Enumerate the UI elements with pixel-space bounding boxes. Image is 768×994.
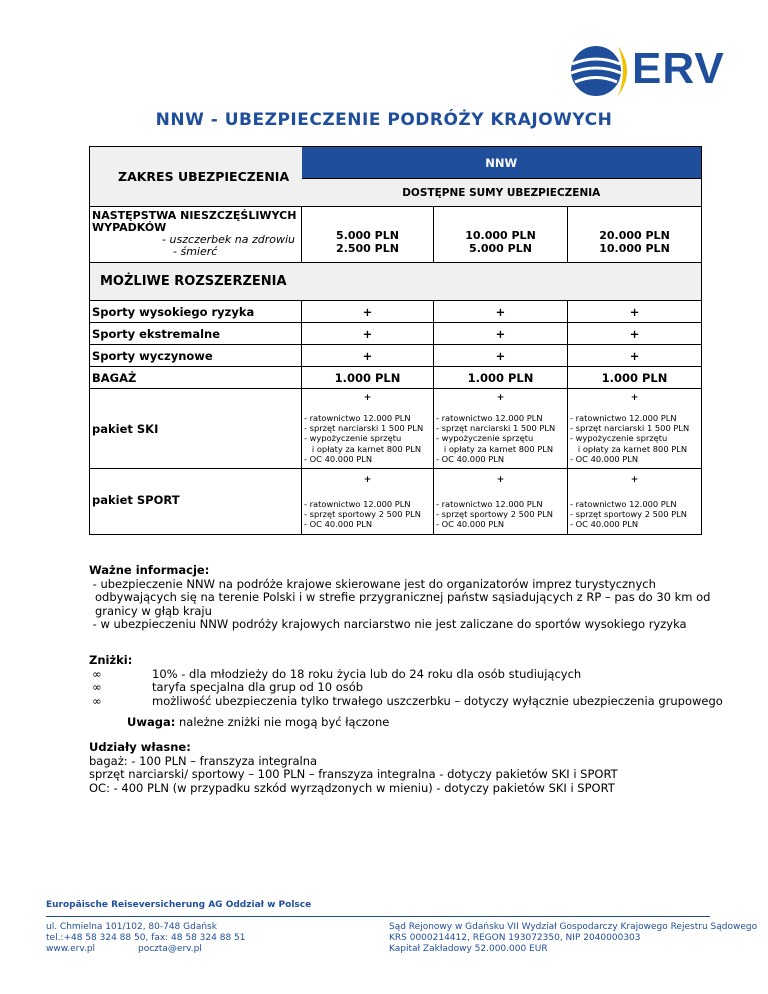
ski-line: - sprzęt narciarski 1 500 PLN: [570, 423, 690, 434]
discount-note: [89, 716, 729, 730]
ski-line: - OC 40.000 PLN: [304, 453, 373, 464]
row-value: +: [568, 301, 702, 323]
infinity-bullet-icon: ∞: [92, 680, 102, 694]
sport-plus: +: [363, 475, 372, 485]
row-value: +: [302, 345, 434, 367]
row-value: 1.000 PLN: [302, 367, 434, 389]
deductible-line: OC: - 400 PLN (w przypadku szkód wyrządzonych w mieniu) - dotyczy pakietów SKI i SPORT: [89, 780, 615, 795]
ski-line: - wypożyczenie sprzętu: [304, 433, 402, 444]
row-label: Sporty wyczynowe: [90, 345, 302, 367]
discounts-title: Zniżki:: [89, 653, 133, 667]
ski-line: - ratownictwo 12.000 PLN: [304, 413, 411, 423]
discount-item: [89, 681, 729, 695]
row-value: 1.000 PLN: [568, 367, 702, 389]
footer-capital: Kapitał Zakładowy 52.000.000 EUR: [389, 944, 548, 954]
sport-line: - OC 40.000 PLN: [304, 519, 373, 530]
accident-value: 10.000 PLN: [465, 228, 536, 242]
discount-item: [89, 668, 729, 682]
accident-label: NASTĘPSTWA NIESZCZĘŚLIWYCH WYPADKÓW: [92, 209, 297, 234]
sums-header: DOSTĘPNE SUMY UBEZPIECZENIA: [302, 179, 702, 207]
sport-col-3: [568, 469, 702, 535]
accident-col-1: [302, 207, 434, 263]
ski-col-1: [302, 389, 434, 469]
accident-value: 5.000 PLN: [336, 228, 399, 242]
sport-line: - OC 40.000 PLN: [436, 519, 505, 530]
footer-email-link[interactable]: poczta@erv.pl: [138, 944, 202, 954]
important-line: granicy w głąb kraju: [95, 603, 212, 618]
extensions-header-cell: [90, 263, 702, 301]
ski-line: - sprzęt narciarski 1 500 PLN: [436, 423, 556, 434]
accident-col-2: [434, 207, 568, 263]
footer-company: Europäische Reiseversicherung AG Oddział w Polsce: [46, 900, 312, 910]
ski-line: i opłaty za karnet 800 PLN: [570, 443, 688, 454]
accident-value: 2.500 PLN: [336, 241, 399, 255]
row-value: 1.000 PLN: [434, 367, 568, 389]
row-value: +: [568, 345, 702, 367]
infinity-bullet-icon: ∞: [92, 666, 102, 681]
ski-plus: +: [630, 393, 639, 403]
sport-label: pakiet SPORT: [90, 469, 302, 535]
ski-plus: +: [496, 393, 505, 403]
ski-col-3: [568, 389, 702, 469]
sport-line: - sprzęt sportowy 2 500 PLN: [304, 509, 421, 520]
important-line: odbywających się na terenie Polski i w strefie przygranicznej państw sąsiadujących z RP – pas do 30 km od: [95, 590, 711, 604]
ski-line: - wypożyczenie sprzętu: [570, 433, 668, 444]
footer-left: [46, 922, 246, 955]
deductible-line: sprzęt narciarski/ sportowy – 100 PLN – franszyza integralna - dotyczy pakietów SKI i SPORT: [89, 767, 618, 781]
row-value: +: [434, 323, 568, 345]
deductible-line: bagaż: - 100 PLN – franszyza integralna: [89, 753, 318, 768]
ski-col-2: [434, 389, 568, 469]
row-value: +: [302, 323, 434, 345]
sport-col-1: [302, 469, 434, 535]
accident-sub-death: - śmierć: [173, 245, 218, 258]
nnw-header: NNW: [302, 147, 702, 179]
important-section: [89, 564, 729, 632]
coverage-table: [89, 146, 702, 535]
ski-line: - sprzęt narciarski 1 500 PLN: [304, 423, 424, 434]
ski-line: - OC 40.000 PLN: [570, 453, 639, 464]
page-title: NNW - UBEZPIECZENIE PODRÓŻY KRAJOWYCH: [155, 110, 613, 130]
discounts-section: [89, 654, 729, 730]
sport-line: - ratownictwo 12.000 PLN: [304, 499, 411, 509]
discount-item: [89, 695, 729, 709]
scope-header-cell: [90, 147, 302, 207]
ski-line: - wypożyczenie sprzętu: [436, 433, 534, 444]
footer-right: [389, 922, 757, 955]
sport-plus: +: [496, 475, 505, 485]
accident-value: 10.000 PLN: [599, 241, 670, 255]
important-line: - w ubezpieczeniu NNW podróży krajowych narciarstwo nie jest zaliczane do sportów wysokiego ryzyka: [89, 617, 687, 631]
sport-line: - sprzęt sportowy 2 500 PLN: [436, 509, 553, 520]
ski-label: pakiet SKI: [90, 389, 302, 469]
row-value: +: [434, 301, 568, 323]
deductibles-title: Udziały własne:: [89, 740, 191, 754]
ski-line: - ratownictwo 12.000 PLN: [436, 413, 543, 423]
footer-address: ul. Chmielna 101/102, 80-748 Gdańsk: [46, 922, 217, 932]
footer-web-link[interactable]: www.erv.pl: [46, 944, 96, 954]
sport-line: - ratownictwo 12.000 PLN: [570, 499, 677, 509]
sport-plus: +: [630, 475, 639, 485]
footer-phone: tel.:+48 58 324 88 50, fax: 48 58 324 88 51: [46, 933, 246, 943]
row-value: +: [568, 323, 702, 345]
accident-label-cell: [90, 207, 302, 263]
footer-krs: KRS 0000214412, REGON 193072350, NIP 2040000303: [389, 933, 641, 943]
sport-line: - OC 40.000 PLN: [570, 519, 639, 530]
accident-value: 5.000 PLN: [469, 241, 532, 255]
logo-text: ERV: [632, 44, 725, 93]
important-line: - ubezpieczenie NNW na podróże krajowe skierowane jest do organizatorów imprez turystycznych: [89, 576, 656, 591]
accident-col-3: [568, 207, 702, 263]
infinity-bullet-icon: ∞: [92, 693, 102, 708]
note-text: należne zniżki nie mogą być łączone: [178, 715, 390, 729]
sport-line: - ratownictwo 12.000 PLN: [436, 499, 543, 509]
extensions-header: MOŻLIWE ROZSZERZENIA: [100, 274, 287, 289]
scope-header: ZAKRES UBEZPIECZENIA: [118, 169, 290, 184]
footer-divider: [46, 916, 710, 917]
ski-line: - OC 40.000 PLN: [436, 453, 505, 464]
ski-line: i opłaty za karnet 800 PLN: [304, 443, 422, 454]
accident-value: 20.000 PLN: [599, 228, 670, 242]
row-label: Sporty ekstremalne: [90, 323, 302, 345]
footer-court: Sąd Rejonowy w Gdańsku VII Wydział Gospodarczy Krajowego Rejestru Sądowego: [389, 922, 758, 932]
sport-col-2: [434, 469, 568, 535]
accident-sub-health: - uszczerbek na zdrowiu: [162, 233, 295, 246]
row-label: BAGAŻ: [90, 367, 302, 389]
deductibles-section: [89, 741, 739, 795]
ski-line: - ratownictwo 12.000 PLN: [570, 413, 677, 423]
row-label: Sporty wysokiego ryzyka: [90, 301, 302, 323]
discount-text: taryfa specjalna dla grup od 10 osób: [152, 680, 364, 694]
sport-line: - sprzęt sportowy 2 500 PLN: [570, 509, 687, 520]
discount-text: 10% - dla młodzieży do 18 roku życia lub do 24 roku dla osób studiujących: [152, 666, 582, 681]
globe-icon: [571, 46, 627, 96]
ski-plus: +: [363, 393, 372, 403]
ski-line: i opłaty za karnet 800 PLN: [436, 443, 554, 454]
important-title: Ważne informacje:: [89, 563, 210, 577]
row-value: +: [434, 345, 568, 367]
discount-text: możliwość ubezpieczenia tylko trwałego uszczerbku – dotyczy wyłącznie ubezpieczenia grupowego: [152, 693, 723, 708]
note-label: Uwaga:: [127, 715, 176, 729]
row-value: +: [302, 301, 434, 323]
